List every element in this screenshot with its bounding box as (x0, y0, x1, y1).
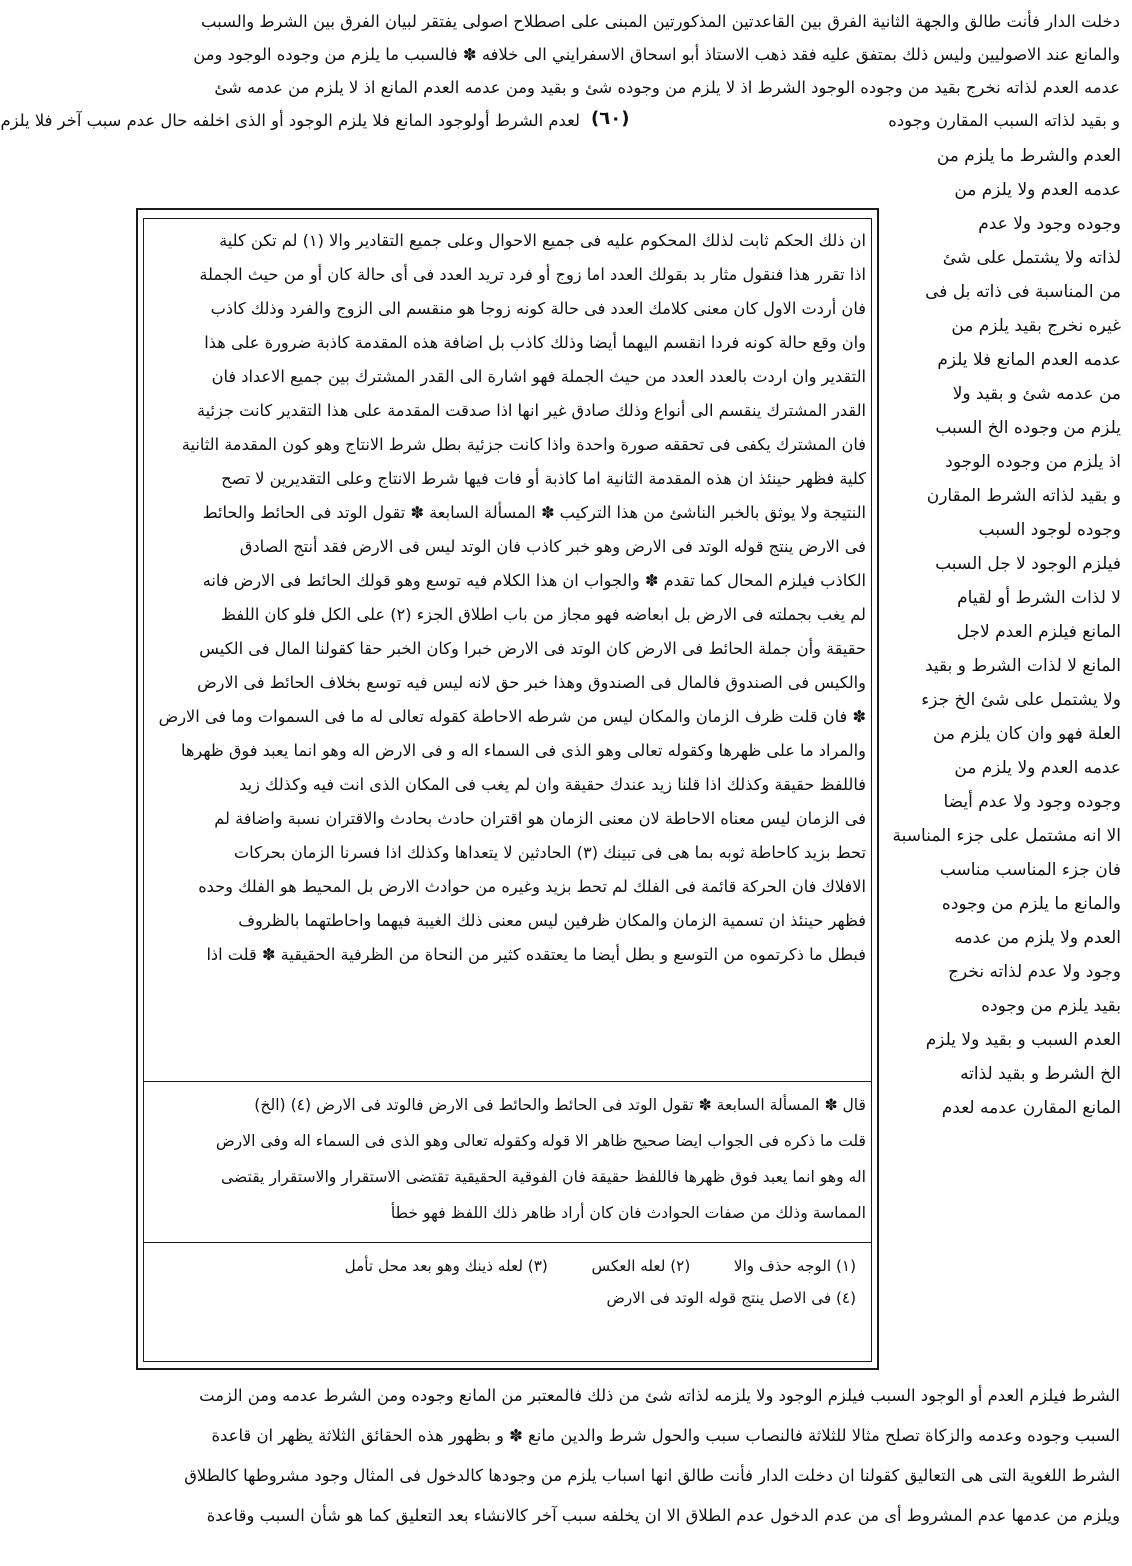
side-line: العدم والشرط ما يلزم من (936, 146, 1121, 166)
footnote-text: فى الاصل ينتج قوله الوتد فى الارض (606, 1289, 832, 1307)
side-line: المانع فيلزم العدم لاجل (956, 622, 1121, 642)
side-line: غيره نخرج بقيد يلزم من (951, 316, 1121, 336)
side-line: عدمه العدم ولا يلزم من (954, 758, 1121, 778)
text-line: فاللفظ حقيقة وكذلك اذا قلنا زيد عندك حقيقة وان لم يغب فى المكان الذى انت فيه وكذلك زيد (239, 775, 866, 794)
text-line: فبطل ما ذكرتموه من التوسع و بطل أيضا ما يعتقده كثير من النحاة من الظرفية الحقيقية ✽ قلت اذا (206, 945, 866, 964)
side-line: بقيد يلزم من وجوده (981, 996, 1121, 1016)
footnote-marker: (٣) (527, 1257, 548, 1275)
side-line: لا لذات الشرط أو لقيام (957, 588, 1121, 608)
side-line: من المناسبة فى ذاته بل فى (925, 282, 1121, 302)
side-line: وجوده وجود ولا عدم أيضا (943, 792, 1121, 812)
side-line: العدم السبب و بقيد ولا يلزم (925, 1030, 1121, 1050)
footnote-divider (143, 1242, 872, 1243)
side-line: الخ الشرط و بقيد لذاته (960, 1064, 1121, 1084)
text-line: وان وقع حالة كونه فردا انقسم اليهما أيضا وذلك كاذب بل اضافة هذه المقدمة كاذبة ضرورة على هذا (204, 333, 866, 352)
text-line: لعدم الشرط أولوجود المانع فلا يلزم الوجود أو الذى اخلفه حال عدم سبب آخر فلا يلزم (0, 111, 580, 130)
text-line: تحط بزيد كاحاطة ثوبه بما هى فى تبينك (٣) الحادثين لا يتعداها وكذلك اذا فسرنا الزمان بحركات (233, 843, 866, 862)
text-line: النتيجة ولا يوثق بالخبر الناشئ من هذا التركيب ✽ المسألة السابعة ✽ تقول الوتد فى الحائط والحائط (202, 503, 866, 522)
text-line: المماسة وذلك من صفات الحوادث فان كان أراد ظاهر ذلك اللفظ فهو خطأ (390, 1204, 866, 1222)
side-line: لذاته ولا يشتمل على شئ (942, 248, 1121, 268)
text-line: و بقيد لذاته السبب المقارن وجوده (888, 111, 1120, 130)
text-line: والكيس فى الصندوق فالمال فى الصندوق وهذا خبر حق لانه ليس فيه توسع بخلاف الحائط فى الارض (197, 673, 866, 692)
footnote-marker: (١) (835, 1257, 856, 1275)
side-line: المانع لا لذات الشرط و بقيد (925, 656, 1121, 676)
footnote-row (151, 1282, 856, 1316)
page-number: (٦٠) (591, 108, 630, 129)
text-line: التقدير وان اردت بالعدد العدد من حيث الجملة فهو اشارة الى القدر المشترك بين جميع الاعداد فان (211, 367, 866, 386)
text-line: اله وهو انما يعبد فوق ظهرها فاللفظ حقيقة فان الفوقية الحقيقية تقتضى الاستقرار والاستقرار يقتضى (221, 1168, 866, 1186)
side-line: فان جزء المناسب مناسب (939, 860, 1121, 880)
side-line: المانع المقارن عدمه لعدم (941, 1098, 1121, 1118)
side-line: عدمه العدم ولا يلزم من (954, 180, 1121, 200)
side-line: وجوده لوجود السبب (978, 520, 1121, 540)
side-line: من عدمه شئ و بقيد ولا (952, 384, 1121, 404)
text-line: الشرط اللغوية التى هى التعاليق كقولنا ان دخلت الدار فأنت طالق انها اسباب يلزم من وجودها كالدخول فى المثال وجود مشروطها كالطلاق (184, 1466, 1120, 1485)
text-line: لم يغب بجملته فى الارض بل ابعاضه فهو مجاز من باب اطلاق الجزء (٢) على الكل فلو كان اللفظ (221, 605, 866, 624)
text-line: والمانع عند الاصوليين وليس ذلك بمتفق عليه فقد ذهب الاستاذ أبو اسحاق الاسفرايني الى خلافه ✽ فالسبب ما يلزم من وجوده الوجود ومن (193, 45, 1120, 64)
text-line: والمراد ما على ظهرها وكقوله تعالى وهو الذى فى السماء اله و فى الارض اله وهو انما يعبد فوق ظهرها (180, 741, 866, 760)
text-line: السبب وجوده وعدمه والزكاة تصلح مثالا للثلاثة فالنصاب سبب والحول شرط والدين مانع ✽ و بظهور هذه الحقائق الثلاثة يظهر ان قاعدة (211, 1426, 1120, 1445)
footnote-marker: (٤) (835, 1289, 856, 1307)
side-line: العدم ولا يلزم من عدمه (954, 928, 1121, 948)
side-line: الا انه مشتمل على جزء المناسبة (892, 826, 1121, 846)
side-line: عدمه العدم المانع فلا يلزم (937, 350, 1121, 370)
text-line: القدر المشترك ينقسم الى أنواع وذلك صادق غير انها اذا صدقت المقدمة على هذا التقدير كانت جزئية (196, 401, 866, 420)
text-line: فان المشترك يكفى فى تحققه صورة واحدة واذا كانت جزئية بطل شرط الانتاج وهو كون المقدمة الثانية (181, 435, 866, 454)
text-line: فظهر حينئذ ان تسمية الزمان والمكان ظرفين ليس معنى ذلك الغيبة فيهما واحاطتهما بالظروف (238, 911, 866, 930)
text-line: عدمه العدم لذاته نخرج بقيد من وجوده الوجود الشرط اذ لا يلزم من وجوده شئ و بقيد ومن عدمه العدم المانع اذ لا يلزم من عدمه شئ (214, 78, 1120, 97)
footnote-text: لعله العكس (591, 1257, 666, 1275)
text-line: ويلزم من عدمها عدم المشروط أى من عدم الدخول عدم الطلاق الا ان يخلفه سبب آخر كالانشاء بعد التعليق كما هو شأن السبب وقاعدة (206, 1506, 1120, 1525)
text-line: اذا تقرر هذا فنقول مثار بد بقولك العدد اما زوج أو فرد تريد العدد فى أى حالة كان أو من حيث الجملة (199, 265, 866, 284)
text-line: حقيقة وأن جملة الحائط فى الارض كان الوتد فى الارض خبرا وكان الخبر حقا كقولنا المال فى الكيس (199, 639, 866, 658)
text-line: ان ذلك الحكم ثابت لذلك المحكوم عليه فى جميع الاحوال وعلى جميع التقادير والا (١) لم تكن كلية (219, 231, 866, 250)
footnote-text: لعله ذينك وهو بعد محل تأمل (344, 1257, 523, 1275)
footnote-row (151, 1250, 856, 1284)
text-line: الشرط فيلزم العدم أو الوجود السبب فيلزم الوجود ولا يلزمه لذاته شئ من ذلك فالمعتبر من المانع وجوده ومن الشرط عدمه ومن الزمت (199, 1386, 1120, 1405)
text-line: كلية فظهر حينئذ ان هذه المقدمة الثانية اما كاذبة أو فات فيها شرط الانتاج وعلى التقديرين لا تصح (221, 469, 866, 488)
footnote-text: الوجه حذف والا (733, 1257, 832, 1275)
text-line: فان أردت الاول كان معنى كلامك العدد فى حالة كونه زوجا هو منقسم الى الزوج والفرد وذلك كاذب (210, 299, 866, 318)
side-line: و بقيد لذاته الشرط المقارن (926, 486, 1121, 506)
side-line: العلة فهو وان كان يلزم من (932, 724, 1121, 744)
text-line: الافلاك فان الحركة قائمة فى الفلك لم تحط بزيد وغيره من حوادث الارض بل المحيط هو الفلك وحده (198, 877, 866, 896)
side-line: ولا يشتمل على شئ الخ جزء (921, 690, 1121, 710)
text-line: ✽ فان قلت ظرف الزمان والمكان ليس من شرطه الاحاطة كقوله تعالى له ما فى السموات وما فى الارض (158, 707, 866, 726)
side-line: فيلزم الوجود لا جل السبب (935, 554, 1121, 574)
section-divider (143, 1081, 872, 1082)
side-line: يلزم من وجوده الخ السبب (935, 418, 1121, 438)
side-line: وجوده وجود ولا عدم (978, 214, 1121, 234)
text-line: قلت ما ذكره فى الجواب ايضا صحيح ظاهر الا قوله وكقوله تعالى وهو الذى فى السماء اله وفى الارض (215, 1132, 866, 1150)
side-line: والمانع ما يلزم من وجوده (941, 894, 1121, 914)
text-line: فى الارض ينتج قوله الوتد فى الارض وهو خبر كاذب فان الوتد ليس فى الارض فقد أنتج الصادق (239, 537, 866, 556)
text-line: قال ✽ المسألة السابعة ✽ تقول الوتد فى الحائط والحائط فى الارض فالوتد فى الارض (٤) (الخ) (254, 1096, 866, 1114)
footnote-marker: (٢) (670, 1257, 691, 1275)
text-line: فى الزمان ليس معناه الاحاطة لان معنى الزمان هو اقتران حادث بحادث والاقتران نسبة واضافة لم (214, 809, 866, 828)
text-line: دخلت الدار فأنت طالق والجهة الثانية الفرق بين القاعدتين المذكورتين المبنى على اصطلاح اصولى يفتقر لبيان الفرق بين الشرط والسبب (201, 12, 1120, 31)
side-line: اذ يلزم من وجوده الوجود (945, 452, 1121, 472)
text-line: الكاذب فيلزم المحال كما تقدم ✽ والجواب ان هذا الكلام فيه توسع وهو قولك الحائط فى الارض فانه (202, 571, 866, 590)
side-line: وجود ولا عدم لذاته نخرج (948, 962, 1121, 982)
